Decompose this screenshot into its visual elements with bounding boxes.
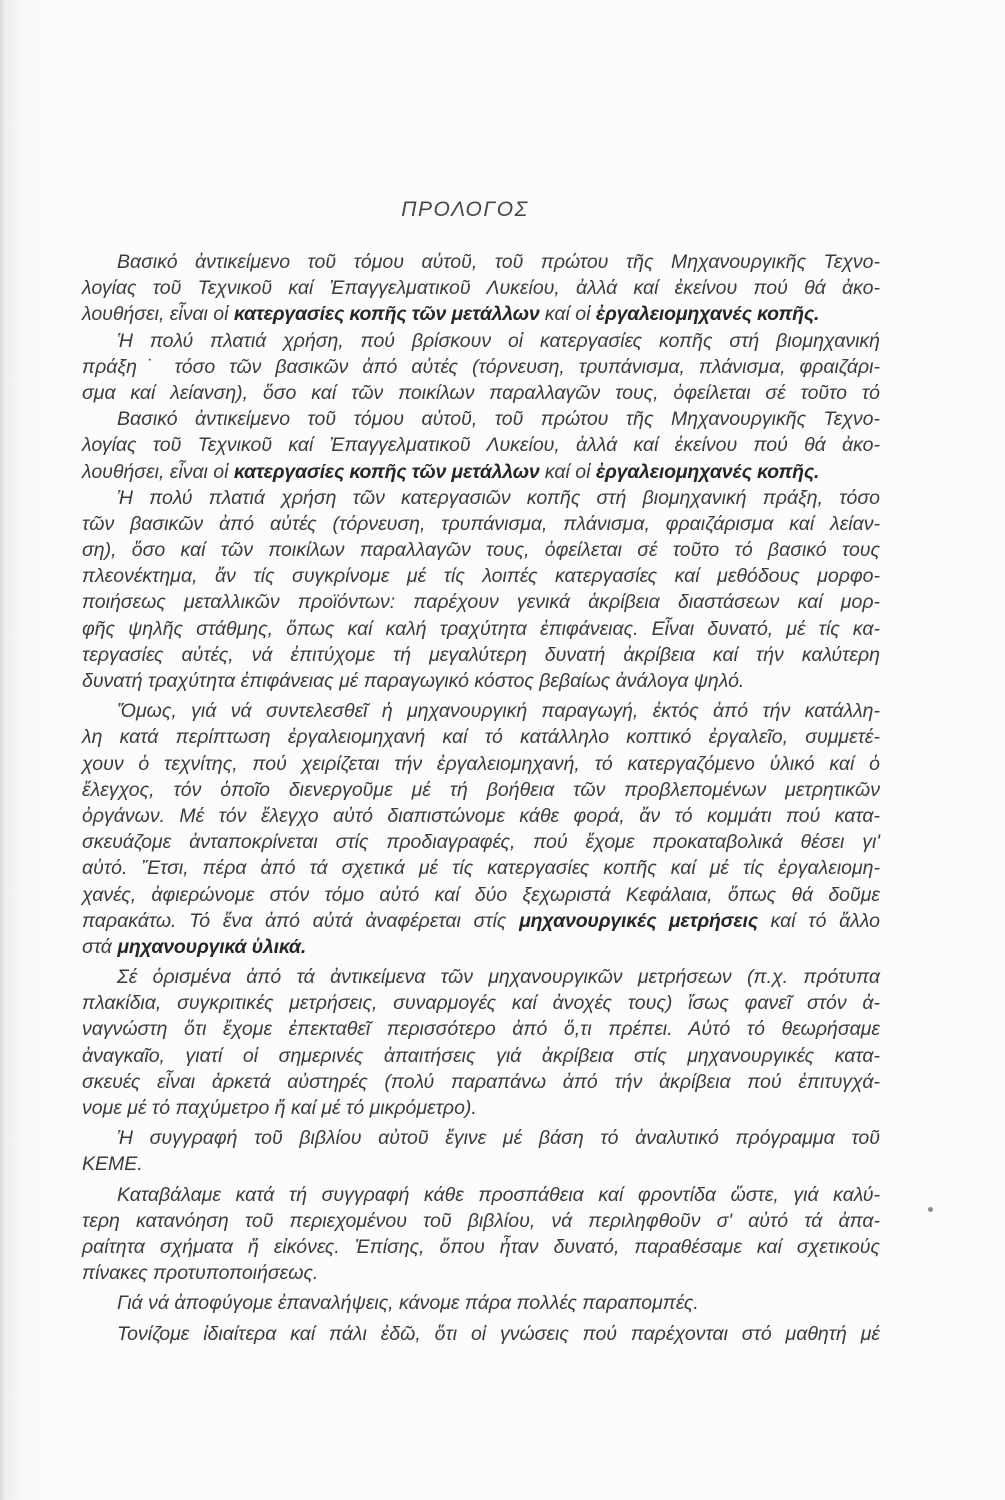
bold-text-run: ἐργαλειομηχανές κοπῆς. (595, 460, 820, 483)
text-run: τεργασίες αὐτές, νά ἐπιτύχομε τή μεγαλύτερη δυνατή ἀκρίβεια καί τήν καλύτερη (82, 643, 880, 666)
paragraph (82, 1290, 880, 1316)
paragraph (82, 406, 880, 485)
text-line (82, 803, 880, 829)
text-line (82, 537, 880, 563)
text-run: λογίας τοῦ Τεχνικοῦ καί Ἐπαγγελματικοῦ Λυκείου, ἀλλά καί ἐκείνου πού θά ἀκο- (82, 434, 880, 457)
text-run: λογίας τοῦ Τεχνικοῦ καί Ἐπαγγελματικοῦ Λυκείου, ἀλλά καί ἐκείνου πού θά ἀκο- (82, 277, 880, 300)
paragraph (82, 328, 880, 407)
text-run: ἀναγκαῖο, γιατί οἱ σημερινές ἀπαιτήσεις γιά ἀκρίβεια στίς μηχανουργικές κατα- (82, 1044, 880, 1067)
text-run: λουθήσει, εἶναι οἱ (82, 303, 234, 326)
text-line (82, 1260, 880, 1286)
text-run: τερη κατανόηση τοῦ περιεχομένου τοῦ βιβλίου, νά περιληφθοῦν σ' αὐτό τά ἀπα- (82, 1209, 880, 1232)
text-run: Ἡ πολύ πλατιά χρήση, πού βρίσκουν οἱ κατεργασίες κοπῆς στή βιομηχανική (117, 329, 880, 352)
text-run: πίνακες προτυποποιήσεως. (82, 1262, 319, 1285)
text-line (82, 855, 880, 881)
text-run: καί οἱ (539, 303, 596, 326)
text-line (82, 751, 880, 777)
text-run: ση), ὅσο καί τῶν ποικίλων παραλλαγῶν τους, ὀφείλεται σέ τοῦτο τό βασικό τους (82, 539, 880, 562)
text-run: Σέ ὁρισμένα ἀπό τά ἀντικείμενα τῶν μηχανουργικῶν μετρήσεων (π.χ. πρότυπα (117, 966, 880, 989)
text-run: ποιήσεως μεταλλικῶν προϊόντων: παρέχουν γενικά ἀκρίβεια διαστάσεων καί μορ- (82, 591, 880, 614)
page-title: ΠΡΟΛΟΓΟΣ (401, 198, 529, 221)
text-line (82, 354, 880, 380)
text-run: Τονίζομε ἰδιαίτερα καί πάλι ἐδῶ, ὅτι οἱ γνώσεις πού παρέχονται στό μαθητή μέ (117, 1322, 880, 1345)
text-line (82, 563, 880, 589)
text-run: σμα καί λείανση), ὅσο καί τῶν ποικίλων παραλλαγῶν τους, ὀφείλεται σέ τοῦτο τό (82, 381, 880, 404)
text-line (82, 1095, 880, 1121)
text-run: ἔλεγχος, τόν ὁποῖο διενεργοῦμε μέ τή βοήθεια τῶν προβλεπομένων μετρητικῶν (82, 778, 880, 801)
text-run: δυνατή τραχύτητα ἐπιφάνειας μέ παραγωγικό κόστος βεβαίως ἀνάλογα ψηλό. (82, 670, 745, 692)
text-run: λη κατά περίπτωση ἐργαλειομηχανή καί τό κατάλληλο κοπτικό ἐργαλεῖο, συμμετέ- (82, 726, 880, 749)
bold-text-run: κατεργασίες κοπῆς τῶν μετάλλων (233, 460, 540, 483)
text-run: σκευές εἶναι ἀρκετά αὐστηρές (πολύ παραπάνω ἀπό τήν ἀκρίβεια πού ἐπιτυγχά- (82, 1070, 880, 1093)
text-run: παρακάτω. Τό ἕνα ἀπό αὐτά ἀναφέρεται στίς (82, 909, 520, 932)
text-line (82, 1069, 880, 1095)
text-run: ναγνώστη ὅτι ἔχομε ἐπεκταθεῖ περισσότερο ἀπό ὅ,τι πρέπει. Αὐτό τό θεωρήσαμε (82, 1018, 880, 1041)
text-line (82, 1151, 880, 1177)
bold-text-run: μηχανουργικές μετρήσεις (519, 909, 758, 932)
text-run: πλακίδια, συγκριτικές μετρήσεις, συναρμογές καί ἀνοχές τους) ἴσως φανεῖ στόν ἀ- (82, 992, 880, 1015)
text-line (82, 1125, 880, 1151)
text-line (82, 1208, 880, 1234)
text-run: Βασικό ἀντικείμενο τοῦ τόμου αὐτοῦ, τοῦ πρώτου τῆς Μηχανουργικῆς Τεχνο- (117, 251, 880, 273)
text-run: πράξη˙ τόσο τῶν βασικῶν ἀπό αὐτές (τόρνευση, τρυπάνισμα, πλάνισμα, φραιζάρι- (82, 355, 880, 378)
text-line (82, 1290, 880, 1316)
text-line (82, 1016, 880, 1042)
paragraph (82, 1125, 880, 1177)
text-run: ΚΕΜΕ. (82, 1153, 143, 1176)
paragraph (82, 964, 880, 1121)
paragraph (82, 1321, 880, 1347)
bold-text-run: μηχανουργικά ὑλικά. (117, 935, 307, 958)
text-line (82, 1321, 880, 1347)
text-line (82, 1043, 880, 1069)
text-run: Ἡ πολύ πλατιά χρήση τῶν κατεργασιῶν κοπῆς στή βιομηχανική πράξη, τόσο (117, 486, 880, 509)
text-run: Καταβάλαμε κατά τή συγγραφή κάθε προσπάθεια καί φροντίδα ὥστε, γιά καλύ- (117, 1183, 880, 1206)
text-line (82, 275, 880, 301)
paragraph (82, 698, 880, 960)
text-run: σκευάζομε ἀνταποκρίνεται στίς προδιαγραφές, πού ἔχομε προκαταβολικά θέσει γι' (82, 831, 880, 854)
text-line (82, 829, 880, 855)
text-run: χανές, ἀφιερώνομε στόν τόμο αὐτό καί δύο ξεχωριστά Κεφάλαια, ὅπως θά δοῦμε (82, 883, 880, 906)
text-run: χουν ὁ τεχνίτης, πού χειρίζεται τήν ἐργαλειομηχανή, τό κατεργαζόμενο ὑλικό καί ὁ (82, 752, 880, 775)
text-line (82, 724, 880, 750)
text-run: Βασικό ἀντικείμενο τοῦ τόμου αὐτοῦ, τοῦ πρώτου τῆς Μηχανουργικῆς Τεχνο- (117, 408, 880, 431)
text-line (82, 964, 880, 990)
text-run: αὐτό. Ἔτσι, πέρα ἀπό τά σχετικά μέ τίς κατεργασίες κοπῆς καί μέ τίς ἐργαλειομη- (82, 857, 880, 880)
text-run: καί οἱ (539, 460, 596, 483)
text-line (82, 934, 880, 960)
text-line (82, 1182, 880, 1208)
text-run: νομε μέ τό παχύμετρο ἤ καί μέ τό μικρόμετρο). (82, 1097, 477, 1119)
text-run: Ἡ συγγραφή τοῦ βιβλίου αὐτοῦ ἔγινε μέ βάση τό ἀναλυτικό πρόγραμμα τοῦ (117, 1127, 880, 1150)
text-line (82, 249, 880, 275)
scan-speck (928, 1207, 933, 1212)
text-line (82, 301, 880, 327)
text-line (82, 328, 880, 354)
text-line (82, 990, 880, 1016)
text-line (82, 459, 880, 485)
text-line (82, 1234, 880, 1260)
text-line (82, 642, 880, 668)
text-line (82, 589, 880, 615)
text-run: καί τό ἄλλο (757, 909, 880, 932)
text-line (82, 511, 880, 537)
text-run: ὀργάνων. Μέ τόν ἔλεγχο αὐτό διαπιστώνομε κάθε φορά, ἄν τό κομμάτι πού κατα- (82, 804, 880, 827)
text-run: λουθήσει, εἶναι οἱ (82, 460, 234, 483)
text-run: πλεονέκτημα, ἄν τίς συγκρίνομε μέ τίς λοιπές κατεργασίες καί μεθόδους μορφο- (82, 565, 880, 588)
text-run: στά (82, 935, 118, 958)
text-run: Γιά νά ἀποφύγομε ἐπαναλήψεις, κάνομε πάρα πολλές παραπομπές. (117, 1292, 699, 1315)
text-run: φῆς ψηλῆς στάθμης, ὅπως καί καλή τραχύτητα ἐπιφάνειας. Εἶναι δυνατό, μέ τίς κα- (82, 617, 880, 640)
text-run: τῶν βασικῶν ἀπό αὐτές (τόρνευση, τρυπάνισμα, πλάνισμα, φραιζάρισμα καί λείαν- (82, 512, 880, 535)
text-line (82, 406, 880, 432)
text-run: ραίτητα σχήματα ἤ εἰκόνες. Ἐπίσης, ὅπου ἦταν δυνατό, παραθέσαμε καί σχετικούς (82, 1235, 880, 1258)
text-line (82, 485, 880, 511)
text-line (82, 432, 880, 458)
bold-text-run: ἐργαλειομηχανές κοπῆς. (595, 303, 820, 326)
text-line (82, 668, 880, 694)
paragraph (82, 485, 880, 695)
text-line (82, 882, 880, 908)
prologue-body (82, 249, 880, 1347)
paragraph (82, 249, 880, 328)
text-line (82, 698, 880, 724)
text-run: Ὅμως, γιά νά συντελεσθεῖ ἡ μηχανουργική παραγωγή, ἐκτός ἀπό τήν κατάλλη- (117, 700, 880, 723)
paragraph (82, 1182, 880, 1287)
text-line (82, 908, 880, 934)
text-line (82, 777, 880, 803)
text-line (82, 380, 880, 406)
bold-text-run: κατεργασίες κοπῆς τῶν μετάλλων (233, 303, 540, 326)
text-line (82, 616, 880, 642)
